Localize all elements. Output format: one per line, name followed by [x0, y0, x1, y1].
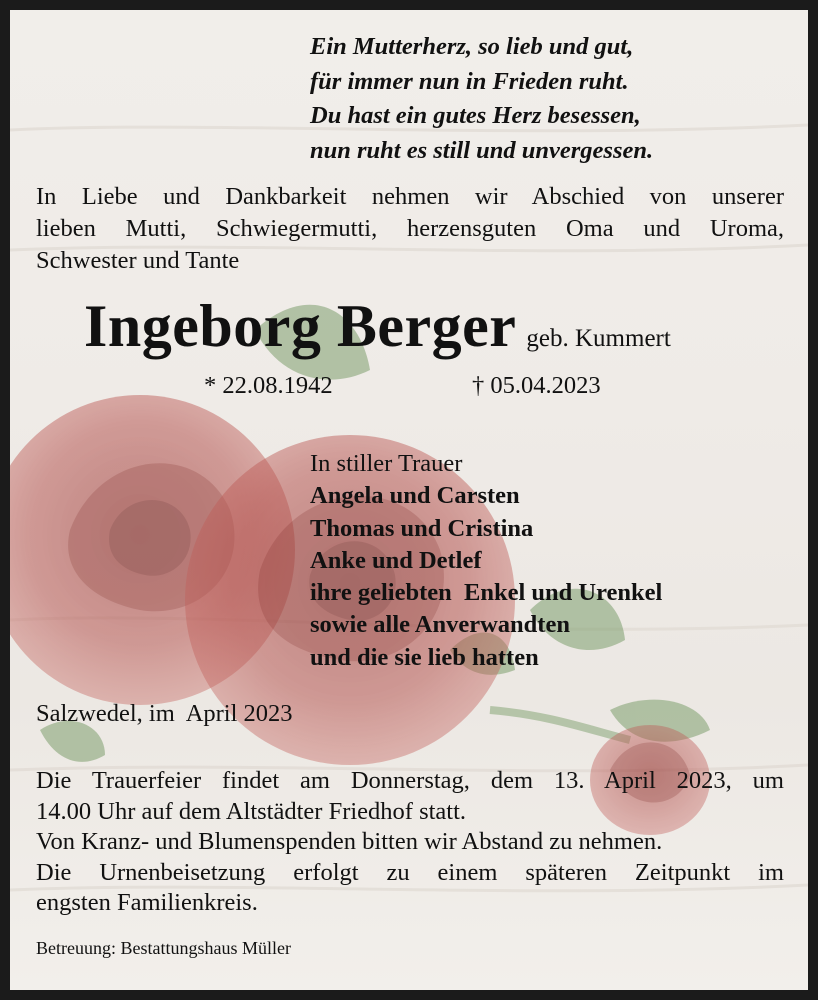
intro-line: Schwester und Tante [36, 247, 240, 274]
mourner-entry: ihre geliebten Enkel und Urenkel [310, 579, 663, 607]
mourner-entry: und die sie lieb hatten [310, 643, 539, 671]
intro-paragraph [36, 181, 784, 277]
birth-date: * 22.08.1942 [204, 372, 333, 399]
poem-line: für immer nun in Frieden ruht. [310, 67, 629, 95]
mourners-lead: In stiller Trauer [310, 450, 463, 477]
service-line: Die Trauerfeier findet am Donnerstag, dem 13. April 2023, um [36, 767, 784, 794]
place-and-date: Salzwedel, im April 2023 [36, 700, 293, 727]
funeral-home-note: Betreuung: Bestattungshaus Müller [36, 938, 291, 958]
intro-line: In Liebe und Dankbarkeit nehmen wir Abschied von unserer [36, 183, 784, 210]
mourner-entry: Anke und Detlef [310, 546, 482, 574]
memorial-poem [310, 30, 653, 168]
poem-line: Ein Mutterherz, so lieb und gut, [310, 33, 634, 60]
death-date: † 05.04.2023 [472, 372, 601, 399]
deceased-name-row [84, 290, 671, 362]
mourner-entry: Thomas und Cristina [310, 514, 534, 542]
service-line: Von Kranz- und Blumenspenden bitten wir Abstand zu nehmen. [36, 828, 663, 855]
mourner-entry: sowie alle Anverwandten [310, 611, 570, 639]
poem-line: nun ruht es still und unvergessen. [310, 136, 654, 164]
poem-line: Du hast ein gutes Herz besessen, [310, 102, 641, 129]
funeral-service-info [36, 766, 784, 919]
service-line: engsten Familienkreis. [36, 889, 258, 916]
mourners-list [310, 448, 662, 674]
intro-line: lieben Mutti, Schwiegermutti, herzensguten Oma und Uroma, [36, 215, 784, 242]
deceased-name: Ingeborg Berger [84, 293, 517, 359]
service-line: 14.00 Uhr auf dem Altstädter Friedhof statt. [36, 797, 467, 825]
obituary-content [10, 10, 808, 990]
mourner-entry: Angela und Carsten [310, 482, 520, 510]
service-line: Die Urnenbeisetzung erfolgt zu einem späteren Zeitpunkt im [36, 858, 784, 886]
maiden-name: geb. Kummert [526, 325, 671, 352]
